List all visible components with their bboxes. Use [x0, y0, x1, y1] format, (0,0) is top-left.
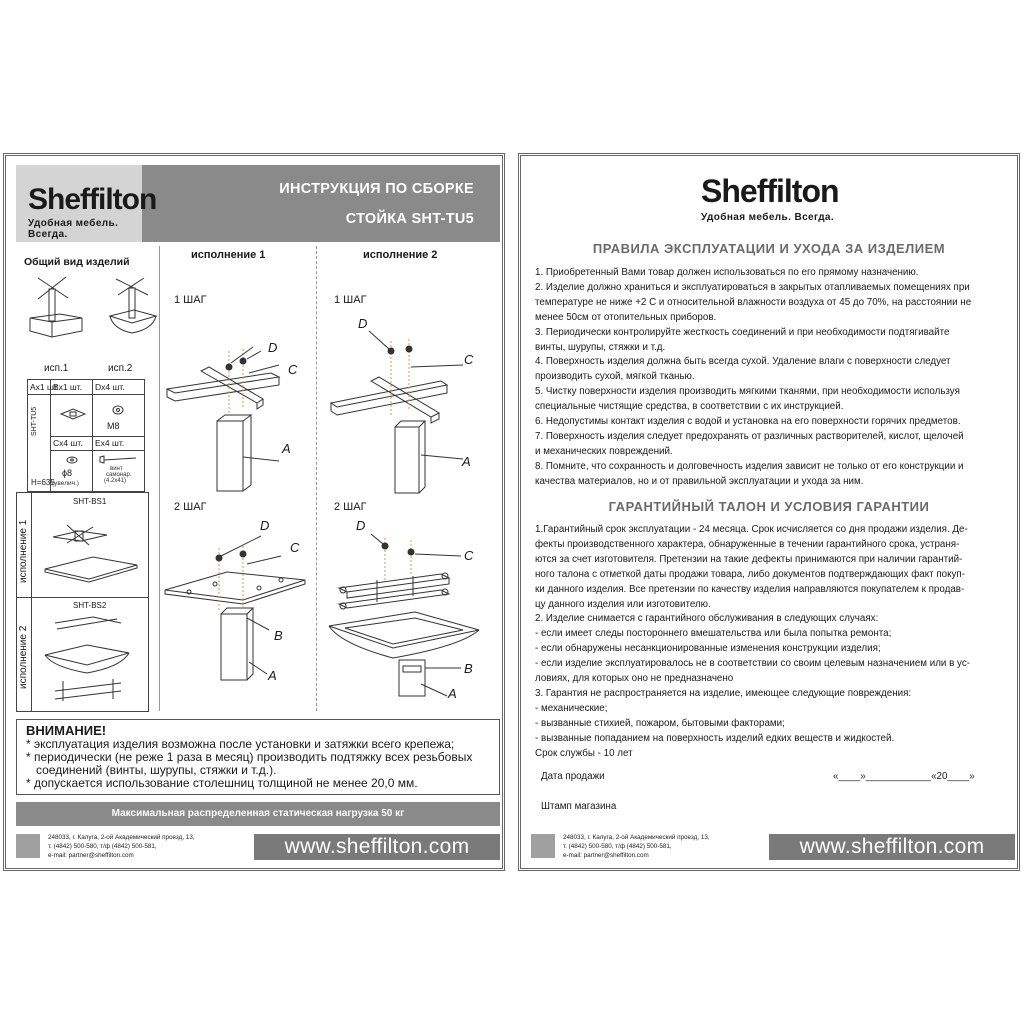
callout-a-s2c2: A [448, 686, 457, 701]
rule-line: 6. Недопустимы контакт изделия с водой и установка на его поверхности горячих предметов. [535, 416, 961, 428]
part-d-size: M8 [107, 421, 120, 431]
rules-title: ПРАВИЛА ЭКСПЛУАТАЦИИ И УХОДА ЗА ИЗДЕЛИЕМ [592, 241, 946, 256]
bases-panel [16, 492, 149, 712]
rule-line: 8. Помните, что сохранность и долговечность изделия зависит не только от его конструкции и [535, 460, 964, 472]
warranty-line: - если имеет следы постороннего вмешательства или была попытка ремонта; [535, 628, 892, 640]
brand-logo: Sheffilton [701, 173, 839, 209]
step-2-label-col1: 2 ШАГ [174, 501, 207, 513]
warning-line-3: соединений (винты, шурупы, стяжки и т.д.). [26, 763, 277, 777]
rule-line: 1. Приобретенный Вами товар должен использоваться по его прямому назначению. [535, 267, 919, 278]
brand-logo-box [16, 165, 157, 242]
warranty-line: ки данного изделия. Все претензии по качеству изделия направляются покупателем к продав- [535, 583, 965, 595]
rule-line: винты, шурупы, стяжки и т.д. [535, 341, 666, 353]
step-2-label-col2: 2 ШАГ [334, 501, 367, 513]
rule-line: 4. Поверхность изделия должна быть всегда сухой. Удаление влаги с поверхности следует [535, 356, 951, 368]
warranty-line: 3. Гарантия не распространяется на изделие, имеющее следующие повреждения: [535, 687, 912, 699]
column-divider-left [159, 246, 160, 711]
rule-line: менее 50см от отопительных приборов. [535, 311, 717, 323]
brand-logo: Sheffilton [28, 183, 157, 216]
part-b-qty: Вх1 шт. [53, 382, 83, 392]
address-line-2: т. (4842) 500-580, т/ф (4842) 500-581, [563, 843, 672, 850]
base-bs2-label: SHT-BS2 [73, 601, 107, 610]
website-banner: www.sheffilton.com [769, 834, 1015, 860]
base-bs2-illustration [33, 611, 149, 711]
store-stamp-label: Штамп магазина [541, 801, 617, 812]
callout-d-s2c1: D [260, 518, 270, 533]
column-1-title: исполнение 1 [191, 249, 266, 261]
sale-date-field: «____»____________«20____» [833, 771, 975, 782]
warranty-title: ГАРАНТИЙНЫЙ ТАЛОН И УСЛОВИЯ ГАРАНТИИ [608, 499, 930, 514]
warranty-line: 2. Изделие снимается с гарантийного обслуживания в следующих случаях: [535, 613, 879, 625]
washer-icon [62, 454, 82, 466]
overview-title: Общий вид изделий [24, 256, 130, 268]
base-bs1-label: SHT-BS1 [73, 497, 107, 506]
step-1-label-col2: 1 ШАГ [334, 294, 367, 306]
rule-line: 7. Поверхность изделия следует предохранять от различных растворителей, кислот, щелочей [535, 430, 964, 442]
warranty-line: цу данного изделия или изготовителю. [535, 598, 711, 610]
part-e-qty: Ex4 шт. [95, 438, 125, 448]
address-line-3: e-mail: partner@sheffilton.com [48, 852, 134, 859]
column-divider-middle [316, 246, 317, 711]
part-c-qty: Сх4 шт. [53, 438, 83, 448]
rule-line: специальные чистящие средства, в соответствии с их инструкцией. [535, 401, 844, 413]
step-2-illustration-col2 [321, 518, 501, 708]
assembly-instruction-sheet [3, 153, 505, 871]
warning-title: ВНИМАНИЕ! [26, 723, 107, 738]
rule-line: 3. Периодически контролируйте жесткость соединений и при необходимости подтягивайте [535, 326, 950, 338]
rule-line: 2. Изделие должно храниться и эксплуатироваться в закрытых отапливаемых помещениях при [535, 281, 970, 293]
part-a-height: H=635 [31, 478, 55, 487]
warranty-line: - если изделие эксплуатировалось не в соответствии со своим целевым назначением или в ус- [535, 658, 970, 670]
max-load-banner: Максимальная распределенная статическая нагрузка 50 кг [16, 802, 500, 826]
variant-label-2: исп.2 [108, 363, 133, 374]
step-1-illustration-col2 [321, 311, 501, 501]
screw-label-3: (4.2х41) [104, 478, 127, 484]
address-line-1: 248033, г. Калуга, 2-ой Академический проезд, 13, [563, 834, 710, 841]
callout-a-s2c1: A [268, 668, 277, 683]
plate-icon [58, 402, 88, 424]
rule-line: и механических повреждений. [535, 445, 673, 457]
bases-variant-1-label: исполнение 1 [18, 519, 29, 583]
rule-line: температуре не ниже +2 С и относительной влажности воздуха от 45 до 70%, на расстоянии не [535, 296, 972, 308]
product-model-title: СТОЙКА SHT-TU5 [345, 211, 474, 227]
callout-c-s1c1: C [288, 362, 298, 377]
footer-square [16, 834, 40, 858]
brand-tagline: Удобная мебель. Всегда. [701, 212, 835, 223]
footer-square [531, 834, 555, 858]
warning-line-4: * допускается использование столешниц толщиной не менее 20,0 мм. [26, 776, 418, 790]
warning-line-2: * периодически (не реже 1 раза в месяц) производить подтяжку всех резьбовых [26, 750, 473, 764]
parts-table [27, 379, 145, 492]
variant-label-1: исп.1 [44, 363, 69, 374]
callout-c-s2c2: C [464, 548, 474, 563]
warning-line-1: * эксплуатация изделия возможна после установки и затяжки всего крепежа; [26, 737, 455, 751]
warranty-line: - вызванные стихией, пожаром, бытовыми факторами; [535, 717, 785, 729]
step-1-illustration-col1 [161, 311, 313, 501]
screw-icon [98, 453, 142, 465]
address-line-2: т. (4842) 500-580, т/ф (4842) 500-581, [48, 843, 157, 850]
callout-b-s2c1: B [274, 628, 283, 643]
part-c-note: (увелич.) [52, 480, 79, 487]
warranty-line: фекты производственного характера, обнаруженные в течении гарантийного срока, устраня- [535, 538, 960, 550]
callout-a-s1c2: A [462, 454, 471, 469]
screw-label-1: винт [110, 466, 123, 472]
callout-d-s1c1: D [268, 340, 278, 355]
part-a-qty: Ах1 шт. [30, 382, 60, 392]
address-line-1: 248033, г. Калуга, 2-ой Академический проезд, 13, [48, 834, 195, 841]
callout-d-s1c2: D [358, 316, 368, 331]
part-a-model: SHT-TU5 [31, 406, 38, 436]
address-line-3: e-mail: partner@sheffilton.com [563, 852, 649, 859]
warranty-line: - вызванные попаданием на поверхность изделий едких веществ и жидкостей. [535, 732, 895, 744]
callout-b-s2c2: B [464, 661, 473, 676]
warranty-line: ного талона с отметкой даты продажи товара, либо документов подтверждающих факт покуп- [535, 568, 965, 580]
rule-line: качества материалов, но и от правильной эксплуатации и ухода за ним. [535, 475, 864, 487]
warranty-list [535, 523, 970, 762]
rules-list [535, 266, 971, 490]
part-c-size: ϕ8 [62, 468, 73, 478]
website-banner: www.sheffilton.com [254, 834, 500, 860]
brand-tagline: Удобная мебель. Всегда. [28, 218, 119, 240]
warranty-sheet [518, 153, 1020, 871]
rule-line: производить сухой, мягкой тканью. [535, 371, 695, 383]
callout-c-s2c1: C [290, 540, 300, 555]
screw-label-2: самонар. [106, 472, 132, 478]
warranty-line: Срок службы - 10 лет [535, 747, 633, 759]
callout-d-s2c2: D [356, 518, 366, 533]
warranty-line: 1.Гарантийный срок эксплуатации - 24 месяца. Срок исчисляется со дня продажи изделия. Де- [535, 524, 968, 535]
rule-line: 5. Чистку поверхности изделия производить мягкими тканями, при необходимости используя [535, 386, 960, 398]
instruction-title: ИНСТРУКЦИЯ ПО СБОРКЕ [279, 181, 474, 197]
base-bs1-illustration [33, 507, 149, 597]
column-2-title: исполнение 2 [363, 249, 438, 261]
overview-illustration [16, 271, 166, 351]
warranty-line: - механические; [535, 702, 608, 714]
warranty-line: ловиях, для которых оно не предназначено [535, 673, 734, 685]
callout-a-s1c1: A [282, 441, 291, 456]
bases-variant-2-label: исполнение 2 [18, 625, 29, 689]
nut-icon [108, 402, 128, 418]
warranty-line: - если обнаружены несанкционированные изменения конструкции изделия; [535, 643, 881, 655]
callout-c-s1c2: C [464, 352, 474, 367]
warranty-line: ются за счет изготовителя. Претензии на такие дефекты принимаются при наличии гарантий- [535, 553, 963, 565]
warning-box [16, 719, 500, 795]
part-d-qty: Dх4 шт. [95, 382, 125, 392]
step-1-label-col1: 1 ШАГ [174, 294, 207, 306]
sale-date-label: Дата продажи [541, 771, 605, 782]
